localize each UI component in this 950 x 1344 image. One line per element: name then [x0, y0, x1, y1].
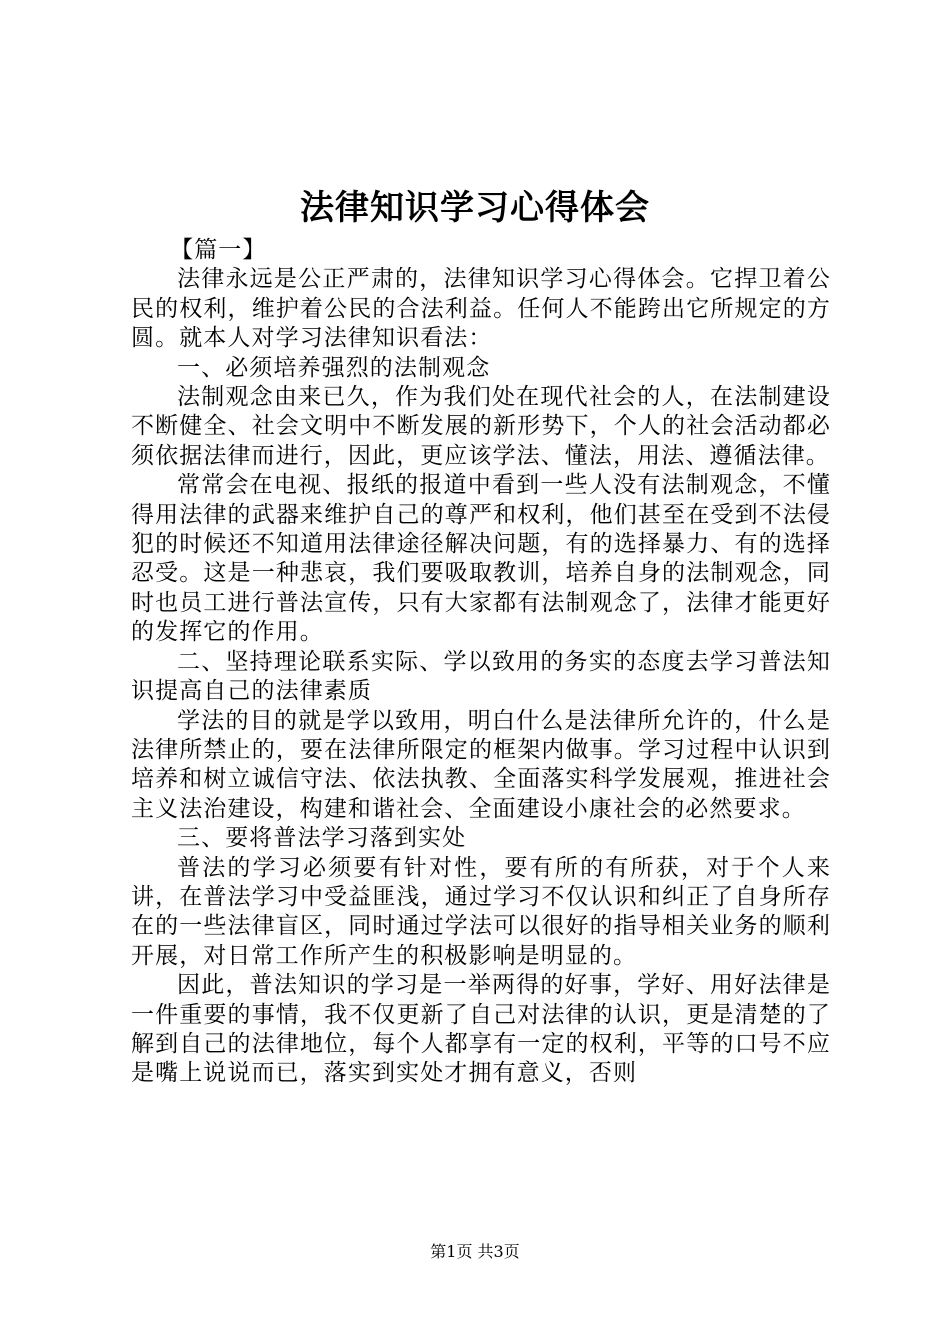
paragraph-1: 法制观念由来已久，作为我们处在现代社会的人，在法制建设不断健全、社会文明中不断发展的新形势下，个人的社会活动都必须依据法律而进行，因此，更应该学法、懂法，用法、遵循法律。: [131, 384, 831, 469]
heading-2: 二、坚持理论联系实际、学以致用的务实的态度去学习普法知识提高自己的法律素质: [131, 648, 831, 705]
document-title: 法律知识学习心得体会: [300, 188, 650, 228]
page-number: 第1页 共3页: [430, 1242, 520, 1261]
paragraph-3: 学法的目的就是学以致用，明白什么是法律所允许的，什么是法律所禁止的，要在法律所限定的框架内做事。学习过程中认识到培养和树立诚信守法、依法执教、全面落实科学发展观，推进社会主义法治建设，构建和谐社会、全面建设小康社会的必然要求。: [131, 707, 831, 822]
paragraph-4: 普法的学习必须要有针对性，要有所的有所获，对于个人来讲，在普法学习中受益匪浅，通过学习不仅认识和纠正了自身所存在的一些法律盲区，同时通过学法可以很好的指导相关业务的顺利开展，对日常工作所产生的积极影响是明显的。: [131, 854, 831, 969]
heading-3: 三、要将普法学习落到实处: [177, 825, 467, 852]
document-body: [131, 236, 831, 1089]
section-label: 【篇一】: [170, 237, 267, 263]
heading-1: 一、必须培养强烈的法制观念: [177, 354, 491, 381]
paragraph-intro: 法律永远是公正严肃的，法律知识学习心得体会。它捍卫着公民的权利，维护着公民的合法利益。任何人不能跨出它所规定的方圆。就本人对学习法律知识看法：: [131, 266, 831, 352]
paragraph-5: 因此，普法知识的学习是一举两得的好事，学好、用好法律是一件重要的事情，我不仅更新了自己对法律的认识，更是清楚的了解到自己的法律地位，每个人都享有一定的权利，平等的口号不应是嘴上说说而已，落实到实处才拥有意义，否则: [131, 972, 831, 1087]
paragraph-2: 常常会在电视、报纸的报道中看到一些人没有法制观念，不懂得用法律的武器来维护自己的尊严和权利，他们甚至在受到不法侵犯的时候还不知道用法律途径解决问题，有的选择暴力、有的选择忍受。这是一种悲哀，我们要吸取教训，培养自身的法制观念，同时也员工进行普法宣传，只有大家都有法制观念了，法律才能更好的发挥它的作用。: [131, 472, 831, 646]
